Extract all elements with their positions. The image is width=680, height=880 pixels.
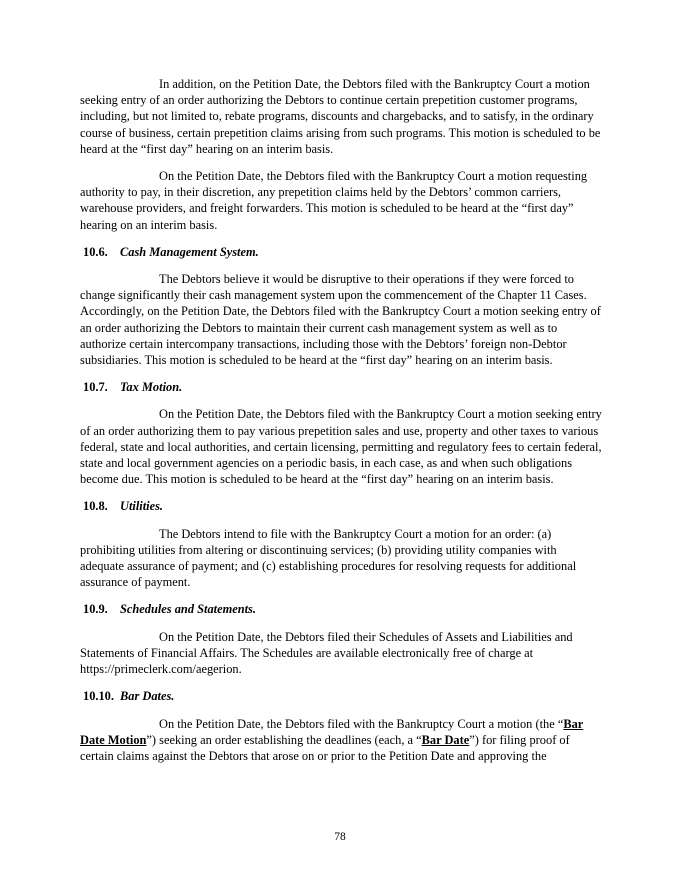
section-title: Tax Motion. bbox=[120, 380, 183, 395]
section-title: Schedules and Statements. bbox=[120, 602, 256, 617]
paragraph-customer-programs: In addition, on the Petition Date, the Debtors filed with the Bankruptcy Court a motion seeking entry of an order authorizing the Debtors to continue certain prepetition customer programs, including, but not limited to, rebate programs, discounts and chargebacks, and to satisfy, in the ordinary course of business, certain prepetition claims arising from such programs. This motion is scheduled to be heard at the “first day” hearing on an interim basis. bbox=[80, 77, 601, 156]
bar-dates-text-1: On the Petition Date, the Debtors filed with the Bankruptcy Court a motion (the “ bbox=[159, 716, 564, 731]
section-title: Bar Dates. bbox=[120, 689, 175, 704]
bar-dates-text-3: ”) for filing proof of certain claims against the Debtors that arose on or prior to the Petition Date and approving the bbox=[80, 732, 570, 763]
section-heading-bar-dates bbox=[80, 688, 602, 704]
section-heading-cash-management bbox=[80, 244, 602, 260]
section-title: Cash Management System. bbox=[120, 244, 259, 259]
paragraph-schedules: On the Petition Date, the Debtors filed their Schedules of Assets and Liabilities and Statements of Financial Affairs. The Schedules are available electronically free of charge at https://primeclerk.com/aegerion. bbox=[80, 629, 573, 677]
bar-dates-text-2: ”) seeking an order establishing the deadlines (each, a “ bbox=[146, 732, 422, 747]
paragraph-bar-dates bbox=[80, 716, 602, 765]
paragraph-utilities: The Debtors intend to file with the Bankruptcy Court a motion for an order: (a) prohibiting utilities from altering or discontinuing services; (b) providing utility companies with adequate assurance of payment; and (c) establishing procedures for resolving requests for additional assurance of payment. bbox=[80, 526, 577, 590]
section-heading-utilities bbox=[80, 498, 602, 514]
section-number: 10.9. bbox=[83, 602, 108, 617]
section-number: 10.8. bbox=[83, 499, 108, 514]
section-heading-tax-motion bbox=[80, 379, 602, 395]
defined-term-bar-date: Bar Date bbox=[421, 732, 470, 747]
paragraph-carriers-motion: On the Petition Date, the Debtors filed with the Bankruptcy Court a motion requesting authority to pay, in their discretion, any prepetition claims held by the Debtors’ common carriers, warehouse providers, and freight forwarders. This motion is scheduled to be heard at the “first day” hearing on an interim basis. bbox=[80, 169, 588, 232]
document-page bbox=[80, 76, 602, 775]
defined-term-bar-date-motion: Bar Date Motion bbox=[80, 716, 584, 747]
section-heading-schedules bbox=[80, 601, 602, 617]
page-number: 78 bbox=[334, 831, 346, 843]
section-title: Utilities. bbox=[120, 499, 164, 514]
paragraph-tax-motion: On the Petition Date, the Debtors filed with the Bankruptcy Court a motion seeking entry of an order authorizing them to pay various prepetition sales and use, property and other taxes to various federal, state and local authorities, and certain licensing, permitting and regulatory fees to certain federal, state and local government agencies on a periodic basis, in each case, as and when such obligations become due. This motion is scheduled to be heard at the “first day” hearing on an interim basis. bbox=[80, 407, 602, 487]
section-number: 10.7. bbox=[83, 380, 108, 395]
section-number: 10.6. bbox=[83, 244, 108, 259]
paragraph-cash-management: The Debtors believe it would be disruptive to their operations if they were forced to change significantly their cash management system upon the commencement of the Chapter 11 Cases. Accordingly, on the Petition Date, the Debtors filed with the Bankruptcy Court a motion seeking entry of an order authorizing the Debtors to maintain their current cash management system as well as to authorize certain intercompany transactions, including those with the Debtors’ foreign non-Debtor subsidiaries. This motion is scheduled to be heard at the “first day” hearing on an interim basis. bbox=[80, 272, 601, 368]
section-number: 10.10. bbox=[83, 689, 114, 704]
